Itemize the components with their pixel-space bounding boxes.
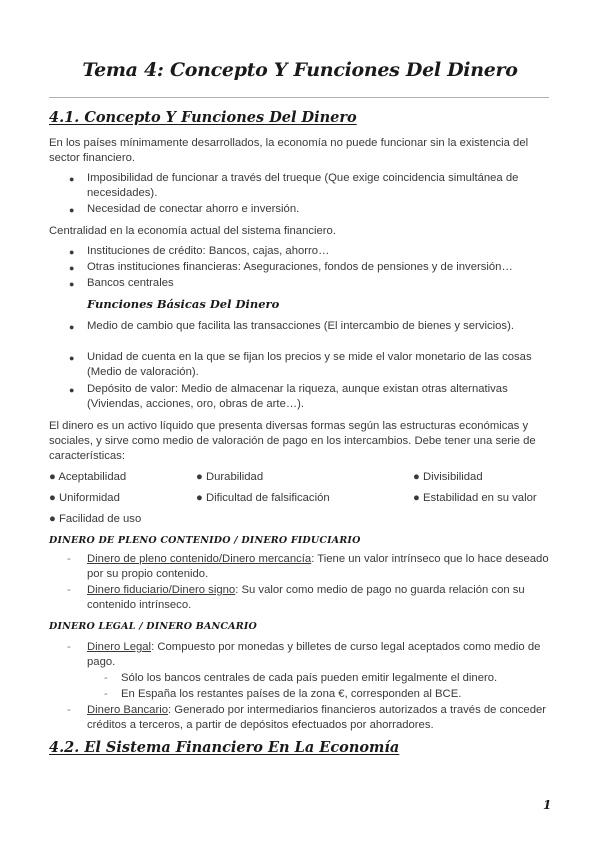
term: Dinero Bancario — [87, 704, 169, 716]
list-item — [87, 583, 557, 613]
list-item: Depósito de valor: Medio de almacenar la riqueza, aunque existan otras alternativas (Viviendas, acciones, oro, obras de arte…). — [87, 383, 508, 410]
list-item: Imposibilidad de funcionar a través del trueque (Que exige coincidencia simultánea de necesidades). — [87, 172, 519, 199]
caracteristica-item: ● Facilidad de uso — [49, 513, 142, 525]
caracteristica-item: ● Aceptabilidad — [49, 471, 127, 483]
bullet-icon: ● — [69, 247, 75, 257]
centralidad-paragraph: Centralidad en la economía actual del sistema financiero. — [49, 225, 336, 237]
page-number: 1 — [543, 798, 552, 812]
term: Dinero Legal — [87, 641, 152, 653]
caracteristica-item: ● Durabilidad — [196, 471, 264, 483]
sub-list-item: En España los restantes países de la zona €, corresponden al BCE. — [121, 688, 462, 700]
caracteristica-item: ● Dificultad de falsificación — [196, 492, 330, 504]
section-1-heading — [49, 109, 357, 127]
term: Dinero de pleno contenido/Dinero mercancía — [87, 553, 312, 565]
list-item: Unidad de cuenta en la que se fijan los precios y se mide el valor monetario de las cosas (Medio de valoración). — [87, 351, 532, 378]
caracteristica-item: ● Uniformidad — [49, 492, 120, 504]
list-item: Necesidad de conectar ahorro e inversión. — [87, 203, 300, 215]
bullet-icon: ● — [69, 353, 75, 363]
list-item: Medio de cambio que facilita las transacciones (El intercambio de bienes y servicios). — [87, 320, 514, 332]
funciones-heading: Funciones Básicas Del Dinero — [87, 297, 280, 311]
section-2-heading — [49, 739, 399, 757]
dash-marker: - — [67, 553, 71, 565]
bullet-icon: ● — [69, 322, 75, 332]
legal-bancario-heading: DINERO LEGAL / DINERO BANCARIO — [49, 621, 257, 632]
title-divider — [49, 97, 549, 98]
list-item: Instituciones de crédito: Bancos, cajas, ahorro… — [87, 245, 330, 257]
dash-marker: - — [67, 584, 71, 596]
definition: : Su valor como medio de pago no guarda relación con su contenido intrínseco. — [87, 584, 525, 611]
definition: : Tiene un valor intrínseco que lo hace deseado por su propio contenido. — [87, 553, 549, 580]
dash-marker: - — [67, 704, 71, 716]
bullet-icon: ● — [69, 205, 75, 215]
caracteristica-item: ● Divisibilidad — [413, 471, 483, 483]
list-item — [87, 552, 557, 582]
bullet-icon: ● — [69, 174, 75, 184]
list-item: Bancos centrales — [87, 277, 174, 289]
dash-marker: - — [104, 688, 108, 700]
dash-marker: - — [104, 672, 108, 684]
definition: : Generado por intermediarios financieros autorizados a través de conceder créditos a terceros, a partir de depósitos efectuados por ahorradores. — [87, 704, 547, 731]
section-2-heading-text: 4.2. El Sistema Financiero En La Economía — [49, 739, 400, 756]
bullet-icon: ● — [69, 263, 75, 273]
bullet-icon: ● — [69, 279, 75, 289]
list-item — [87, 703, 557, 733]
bullet-icon: ● — [69, 385, 75, 395]
activo-paragraph: El dinero es un activo líquido que presenta diversas formas según las estructuras económicas y sociales, y sirve como medio de valoración de pago en los intercambios. Debe tener una serie de características: — [49, 420, 536, 462]
intro-paragraph: En los países mínimamente desarrollados, la economía no puede funcionar sin la existencia del sector financiero. — [49, 137, 529, 164]
dash-marker: - — [67, 641, 71, 653]
page-title: Tema 4: Concepto Y Funciones Del Dinero — [82, 59, 518, 81]
pleno-contenido-heading: DINERO DE PLENO CONTENIDO / DINERO FIDUCIARIO — [49, 535, 361, 546]
term: Dinero fiduciario/Dinero signo — [87, 584, 236, 596]
caracteristica-item: ● Estabilidad en su valor — [413, 492, 537, 504]
list-item: Otras instituciones financieras: Aseguraciones, fondos de pensiones y de inversión… — [87, 261, 513, 273]
sub-list-item: Sólo los bancos centrales de cada país pueden emitir legalmente el dinero. — [121, 672, 498, 684]
section-1-heading-text: 4.1. Concepto Y Funciones Del Dinero — [49, 109, 357, 126]
list-item — [87, 640, 557, 670]
definition: : Compuesto por monedas y billetes de curso legal aceptados como medio de pago. — [87, 641, 541, 668]
